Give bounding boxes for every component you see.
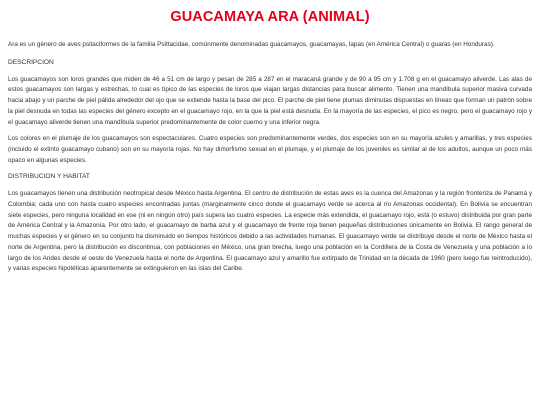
section-heading-descripcion: DESCRIPCION — [8, 58, 54, 66]
descripcion-paragraph-1: Los guacamayos son loros grandes que miden de 46 a 51 cm de largo y pesan de 285 a 287 en el maracaná grande y de 90 a 95 cm y 1.708 g en el guacamayo aliverde. Las alas de estos guacamayos son largas y estrechas, lo cual es típico de las especies de loros que viajan largas distancias para buscar alimento. Tienen una mandíbula superior masiva curvada hacia abajo y un parche de piel pálida alrededor del ojo que se extiende hasta la base del pico. El parche de piel tiene plumas diminutas dispuestas en líneas que forman un patrón sobre la piel desnuda en todas las especies del género excepto en el guacamayo rojo, en la que la piel está desnuda. En la mayoría de las especies, el pico es negro, pero el guacamayo rojo y el guacamayo aliverde tienen una mandíbula superior predominantemente de color cuerno y una inferior negra. — [8, 75, 532, 126]
section-distribucion — [8, 172, 532, 275]
distribucion-paragraph-1: Los guacamayos tienen una distribución neotropical desde México hasta Argentina. El centro de distribución de estas aves es la cuenca del Amazonas y la región fronteriza de Panamá y Colombia; cada uno con hasta cuatro especies encontradas juntas (marginalmente cinco donde el guacamayo verde se acerca al río Amazonas occidental). En Bolivia se encuentran siete especies, pero ninguna localidad en ese (ni en ningún otro) país supera las cuatro especies. La especie más extendida, el guacamayo rojo, está (o estuvo) distribuida por gran parte de América Central y la Amazonía. Por otro lado, el guacamayo de barba azul y el guacamayo de frente roja tienen pequeñas distribuciones únicamente en Bolivia. El rango general de muchas especies y el género en su conjunto ha disminuido en tiempos históricos debido a las actividades humanas. El guacamayo verde se distribuye desde el norte de México hasta el norte de Argentina, pero la distribución es discontinua, con poblaciones en México, una gran brecha, luego una población en la Cordillera de la Costa de Venezuela y una población a lo largo de los Andes desde el oeste de Venezuela hasta el norte de Argentina. El guacamayo azul y amarillo fue extirpado de Trinidad en la década de 1960 (pero luego fue reintroducido), y varias especies hipotéticas aparentemente se extinguieron en las islas del Caribe. — [8, 190, 532, 273]
intro-paragraph: Ara es un género de aves psitaciformes de la familia Psittacidae, comúnmente denominadas guacamayos, guacamayas, lapas (en América Central) o guaras (en Honduras). — [8, 41, 495, 48]
section-heading-distribucion: DISTRIBUCION Y HABITAT — [8, 173, 90, 181]
document-title: GUACAMAYA ARA (ANIMAL) — [170, 9, 370, 25]
descripcion-paragraph-2: Los colores en el plumaje de los guacamayos son espectaculares. Cuatro especies son predominantemente verdes, dos especies son en su mayoría azules y amarillas, y tres especies (incluido el extinto guacamayo cubano) son en su mayoría rojas. No hay dimorfismo sexual en el plumaje, y el plumaje de los juveniles es similar al de los adultos, aunque un poco más opaco en algunas especies. — [8, 135, 532, 164]
section-descripcion — [8, 58, 532, 167]
